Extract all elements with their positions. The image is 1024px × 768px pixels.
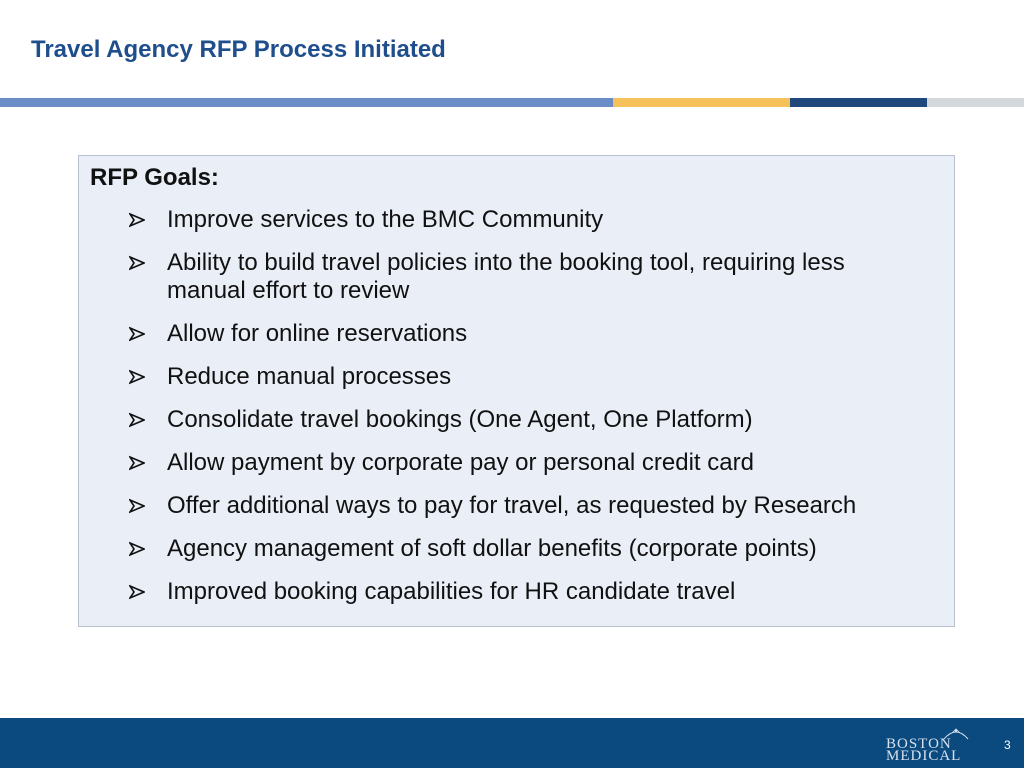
- goal-item: [127, 449, 917, 477]
- arrow-bullet-icon: [127, 249, 147, 277]
- accent-bar-blue: [0, 98, 613, 107]
- goal-item: [127, 578, 917, 606]
- footer-bar: [0, 718, 1024, 768]
- goal-text: Reduce manual processes: [167, 363, 452, 390]
- goal-text: Allow payment by corporate pay or personal credit card: [167, 449, 754, 476]
- page-number: 3: [1004, 738, 1011, 752]
- rfp-goals-box: [78, 155, 955, 627]
- arrow-bullet-icon: [127, 492, 147, 520]
- arrow-bullet-icon: [127, 206, 147, 234]
- goal-text: Agency management of soft dollar benefits (corporate points): [167, 535, 817, 562]
- goal-text: Ability to build travel policies into the booking tool, requiring less manual effort to review: [167, 249, 845, 304]
- goal-item: [127, 206, 917, 234]
- goal-text: Improve services to the BMC Community: [167, 206, 604, 233]
- goal-item: [127, 406, 917, 434]
- goal-text: Consolidate travel bookings (One Agent, One Platform): [167, 406, 753, 433]
- rfp-goals-list: [127, 206, 917, 621]
- accent-bar: [0, 98, 1024, 107]
- goal-item: [127, 249, 917, 305]
- arrow-bullet-icon: [127, 449, 147, 477]
- arrow-bullet-icon: [127, 320, 147, 348]
- accent-bar-gold: [613, 98, 790, 107]
- arrow-bullet-icon: [127, 363, 147, 391]
- goal-item: [127, 363, 917, 391]
- accent-bar-gray: [927, 98, 1024, 107]
- goal-item: [127, 320, 917, 348]
- goal-item: [127, 535, 917, 563]
- rfp-goals-heading: RFP Goals:: [90, 164, 219, 191]
- accent-bar-navy: [790, 98, 927, 107]
- goal-item: [127, 492, 917, 520]
- boston-medical-logo: [886, 727, 972, 763]
- arrow-bullet-icon: [127, 406, 147, 434]
- goal-text: Improved booking capabilities for HR candidate travel: [167, 578, 736, 605]
- goal-text: Allow for online reservations: [167, 320, 468, 347]
- slide-title: Travel Agency RFP Process Initiated: [31, 36, 446, 63]
- arrow-bullet-icon: [127, 578, 147, 606]
- logo-line-2: MEDICAL: [886, 748, 962, 764]
- arrow-bullet-icon: [127, 535, 147, 563]
- goal-text: Offer additional ways to pay for travel, as requested by Research: [167, 492, 857, 519]
- logo-line-1: BOSTON: [886, 736, 952, 752]
